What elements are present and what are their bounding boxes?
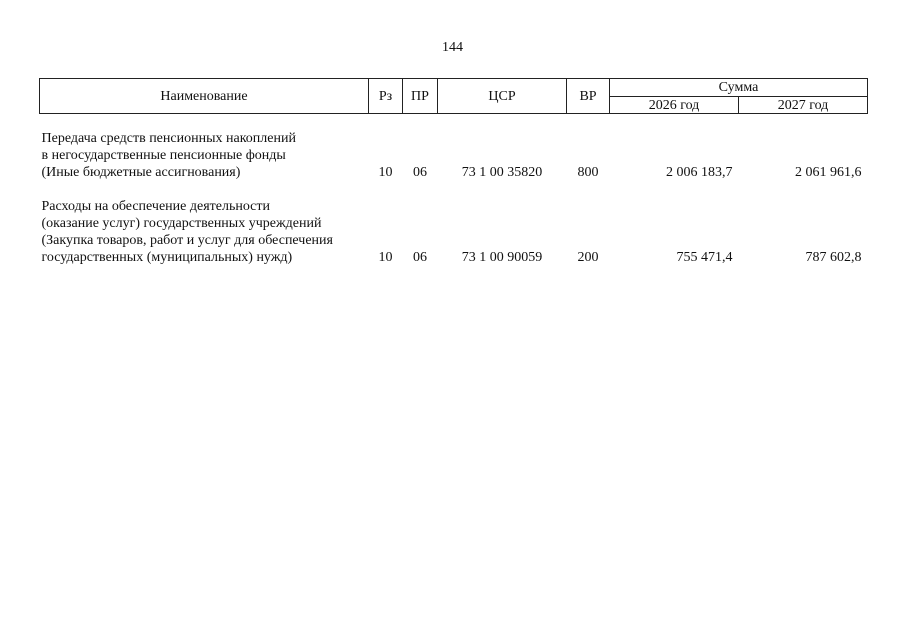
header-year-2027: 2027 год [739, 97, 868, 114]
row-name-line: Расходы на обеспечение деятельности [41, 199, 270, 214]
row-name [40, 130, 369, 181]
row-sum-2026: 2 006 183,7 [666, 165, 733, 180]
row-name-line: (Иные бюджетные ассигнования) [41, 165, 241, 180]
page-number: 144 [442, 40, 463, 55]
header-pr: ПР [403, 79, 438, 114]
row-name-line: в негосударственные пенсионные фонды [41, 148, 286, 163]
budget-table [39, 78, 868, 266]
table-header [40, 79, 868, 114]
header-year-2026: 2026 год [610, 97, 739, 114]
header-sum: Сумма [610, 79, 868, 97]
header-csr: ЦСР [438, 79, 567, 114]
row-pr: 06 [413, 250, 427, 265]
header-name: Наименование [40, 79, 369, 114]
row-rz: 10 [378, 250, 393, 265]
header-rz: Рз [369, 79, 403, 114]
row-name-line: государственных (муниципальных) нужд) [41, 250, 293, 265]
row-pr: 06 [413, 165, 427, 180]
row-csr: 73 1 00 90059 [461, 250, 543, 265]
row-name-line: (оказание услуг) государственных учреждений [41, 216, 322, 231]
header-vr: ВР [567, 79, 610, 114]
row-vr: 800 [577, 165, 599, 180]
row-sum-2027: 2 061 961,6 [795, 165, 862, 180]
table-row [40, 198, 868, 266]
table-row [40, 130, 868, 181]
row-sum-2026: 755 471,4 [676, 250, 733, 265]
row-rz: 10 [378, 165, 393, 180]
row-sum-2027: 787 602,8 [805, 250, 862, 265]
row-csr: 73 1 00 35820 [461, 165, 543, 180]
row-vr: 200 [577, 250, 599, 265]
row-name-line: (Закупка товаров, работ и услуг для обеспечения [41, 233, 333, 248]
row-name-line: Передача средств пенсионных накоплений [41, 131, 296, 146]
row-name [40, 198, 369, 266]
